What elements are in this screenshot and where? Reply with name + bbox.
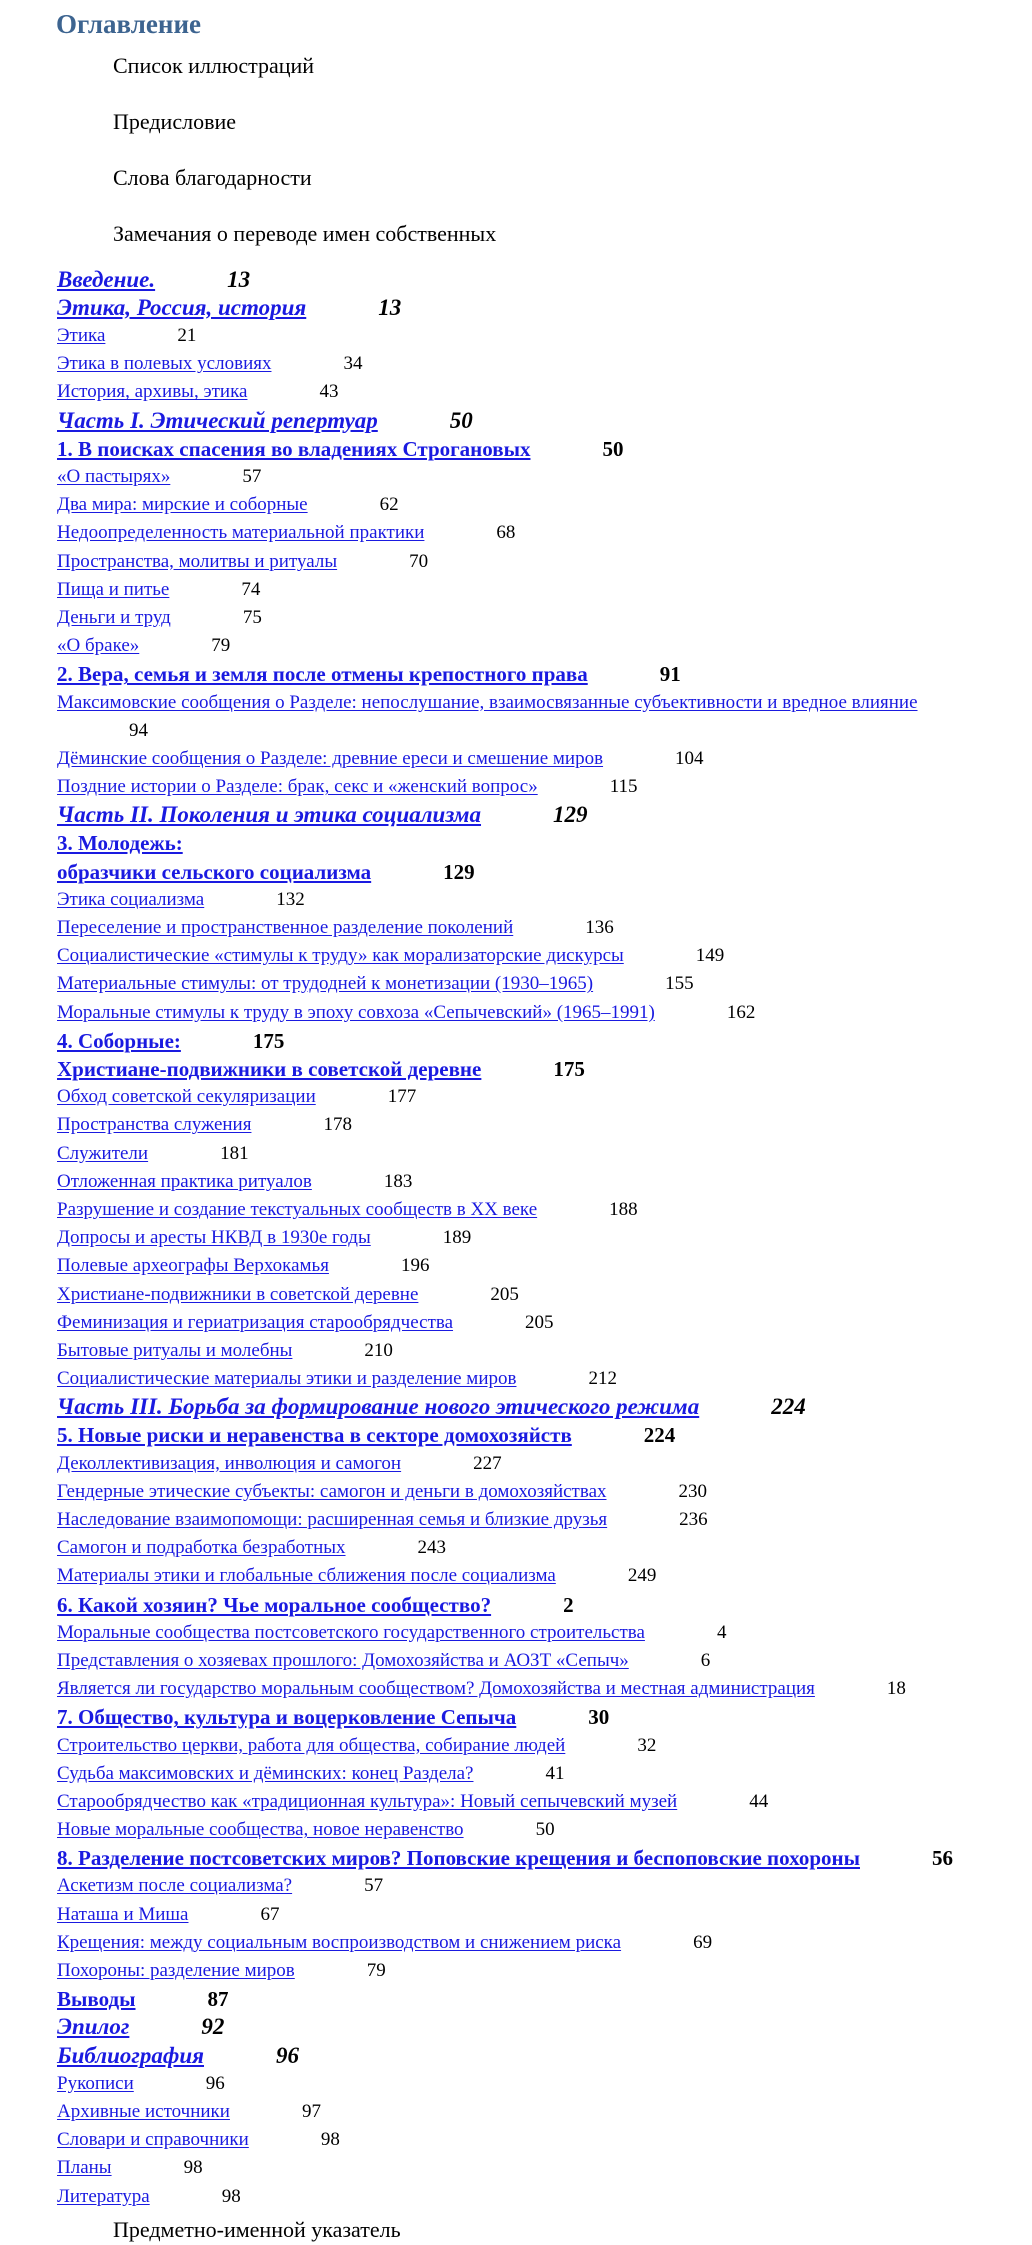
toc-entry [57,1703,1032,1731]
toc-page-number: 249 [627,1565,657,1587]
toc-entry [57,632,1032,660]
toc-page-number: 129 [443,859,475,884]
toc-page-number: 183 [383,1170,413,1192]
toc-entry [57,1309,1032,1337]
toc-entry-link[interactable]: Социалистические материалы этики и разделение миров [57,1368,517,1390]
toc-page-number: 175 [252,1028,285,1053]
toc-page-number: 210 [364,1339,393,1361]
toc-entry [57,1591,1032,1619]
toc-entry-link[interactable]: Пространства служения [57,1114,252,1136]
toc-entry-link[interactable]: Полевые археографы Верхокамья [57,1255,329,1277]
toc-page-number: 236 [679,1509,708,1530]
front-matter [57,38,1032,262]
toc-page-number: 96 [205,2072,225,2094]
toc-entry-link[interactable]: Христиане-подвижники в советской деревне [57,1283,419,1305]
toc-entry-link[interactable]: 6. Какой хозяин? Чье моральное сообщество? [57,1592,492,1617]
toc-page-number: 181 [220,1142,249,1164]
toc-entry-link[interactable]: Моральные стимулы к труду в эпоху совхоза «Сепычевский» (1965–1991) [57,1001,655,1023]
toc-entry-link[interactable]: Наследование взаимопомощи: расширенная семья и близкие друзья [57,1509,608,1530]
toc-entry-link[interactable]: Рукописи [57,2072,134,2094]
toc-entry [57,1393,1032,1421]
toc-page-number: 34 [343,353,363,375]
toc-page-number: 56 [932,1846,953,1871]
toc-page-number: 41 [545,1762,565,1784]
toc-entry-link[interactable]: 7. Общество, культура и воцерковление Сепыча [57,1705,517,1730]
toc-entry [57,2098,1032,2126]
toc-entry-link[interactable]: Деколлективизация, инволюция и самогон [57,1452,402,1474]
toc-page-number: 13 [378,294,402,320]
toc-entry-link[interactable]: Служители [57,1142,149,1164]
toc-entry [57,1224,1032,1252]
toc-entry-link[interactable]: Аскетизм после социализма? [57,1875,293,1897]
toc-entry-link[interactable]: Словари и справочники [57,2129,249,2151]
toc-page-number: 98 [221,2185,241,2207]
toc-entry-link[interactable]: Этика [57,325,106,347]
toc-entry-link[interactable]: Библиография [57,2042,204,2068]
toc-entry-link[interactable]: Допросы и аресты НКВД в 1930е годы [57,1227,371,1249]
toc-page-number: 30 [588,1705,610,1730]
toc-page-number: 162 [726,1001,756,1023]
toc-entry [57,1281,1032,1309]
toc-page-number: 96 [276,2042,299,2068]
toc-entry [57,1872,1032,1900]
toc-entry [57,407,1032,435]
toc-page-number: 104 [675,747,704,769]
toc-page-number: 50 [602,436,624,461]
toc-page-number: 205 [490,1283,519,1305]
toc-entry-link[interactable]: Этика, Россия, история [57,294,307,320]
toc-page-number: 224 [643,1423,676,1448]
toc-entry-link[interactable]: Является ли государство моральным сообществом? Домохозяйства и местная администрация [57,1678,815,1700]
toc-page-number: 129 [553,802,588,828]
front-matter-item: Список иллюстраций [113,52,315,78]
toc-entry-link[interactable]: Феминизация и гериатризация старообрядчества [57,1311,454,1333]
toc-page-number: 67 [260,1903,280,1925]
toc-entry-link[interactable]: Самогон и подработка безработных [57,1537,346,1559]
toc-entry-link[interactable]: Часть I. Этический репертуар [57,407,378,433]
toc-entry [57,1675,1032,1703]
toc-entry [57,689,957,745]
toc-entry [57,1252,1032,1280]
toc-page-number: 79 [366,1960,386,1981]
toc-page-number: 189 [442,1227,472,1249]
toc-page-number: 91 [659,662,681,687]
toc-page-number: 32 [637,1734,657,1756]
toc-entry-link[interactable]: Этика в полевых условиях [57,353,272,375]
toc-entry-link[interactable]: Бытовые ритуалы и молебны [57,1339,293,1361]
toc-entry [57,1365,1032,1393]
toc-page-number: 227 [473,1452,502,1474]
toc-entry [57,1140,1032,1168]
toc-page-number: 57 [364,1875,384,1897]
toc-entry-link[interactable]: 8. Разделение постсоветских миров? Поповские крещения и беспоповские похороны [57,1846,860,1871]
toc-page-number: 177 [387,1086,417,1108]
toc-entry-link[interactable]: «О пастырях» [57,466,171,487]
toc-entry-link[interactable]: Выводы [57,1987,136,2012]
toc-list [57,266,1032,2211]
toc-entry [57,1732,1032,1760]
toc-entry [57,1929,1032,1957]
toc-page-number: 205 [525,1311,554,1333]
toc-page-number: 92 [201,2014,225,2040]
toc-entry [57,378,1032,406]
toc-page-number: 70 [409,550,429,572]
toc-page-number: 188 [609,1198,638,1220]
toc-entry [57,519,1032,547]
toc-entry-link[interactable]: Строительство церкви, работа для общества, собирание людей [57,1734,566,1756]
toc-page-number: 178 [323,1114,352,1136]
toc-entry-link[interactable]: Материальные стимулы: от трудодней к монетизации (1930–1965) [57,973,594,995]
toc-entry [57,1506,1032,1534]
toc-page-number: 18 [886,1678,906,1700]
toc-entry-link[interactable]: Дёминские сообщения о Разделе: древние ереси и смешение миров [57,747,604,769]
toc-entry-link[interactable]: Переселение и пространственное разделение поколений [57,917,514,939]
toc-entry [57,999,1032,1027]
toc-entry [57,1957,1032,1985]
toc-entry [57,773,1032,801]
toc-page-number: 50 [449,407,473,433]
toc-entry [57,548,1032,576]
toc-page-number: 75 [242,606,262,628]
toc-page-number: 13 [227,266,251,292]
toc-entry-link[interactable]: Литература [57,2185,150,2207]
toc-entry [57,2013,1032,2041]
toc-entry [57,914,1032,942]
toc-page-number: 243 [417,1537,447,1559]
toc-page-number: 21 [177,325,197,347]
toc-entry-link[interactable]: 3. Молодежь: [57,831,183,856]
toc-entry-link[interactable]: Похороны: разделение миров [57,1960,295,1981]
toc-entry-link[interactable]: Архивные источники [57,2100,230,2122]
toc-page-number: 175 [553,1057,585,1081]
toc-entry-link[interactable]: Крещения: между социальным воспроизводством и снижением риска [57,1931,622,1953]
toc-page-number: 155 [665,973,694,995]
toc-entry-link[interactable]: Моральные сообщества постсоветского государственного строительства [57,1621,645,1643]
toc-page-number: 50 [535,1819,555,1841]
toc-entry [57,491,1032,519]
front-matter-item: Предисловие [113,108,236,134]
toc-entry [57,660,1032,688]
toc-page-number: 97 [301,2100,321,2122]
toc-page-number: 62 [379,494,399,516]
toc-entry-link[interactable]: Отложенная практика ритуалов [57,1170,312,1192]
toc-entry [57,1760,1032,1788]
toc-page-number: 79 [211,635,231,657]
toc-entry [57,1647,1032,1675]
toc-entry [57,1816,1032,1844]
toc-entry [57,350,1032,378]
toc-entry [57,2126,1032,2154]
toc-entry [57,463,1032,491]
front-matter-item: Замечания о переводе имен собственных [113,220,497,246]
toc-entry [57,801,1032,829]
toc-entry [57,1337,1032,1365]
toc-entry-link[interactable]: Деньги и труд [57,606,171,628]
toc-page-number: 196 [400,1255,430,1277]
toc-entry-link[interactable]: Недоопределенность материальной практики [57,522,425,544]
toc-entry [57,2183,1032,2211]
toc-entry [57,435,1032,463]
toc-page-number: 4 [716,1621,727,1643]
toc-entry-link[interactable]: Разрушение и создание текстуальных сообществ в XX веке [57,1198,538,1220]
toc-entry-link[interactable]: Часть III. Борьба за формирование нового этического режима [57,1394,700,1420]
toc-page-number: 57 [242,466,262,487]
toc-entry-link[interactable]: Обход советской секуляризации [57,1086,316,1108]
back-matter-item: Предметно-именной указатель [113,2216,401,2242]
toc-page-number: 87 [207,1987,229,2012]
toc-entry [57,322,1032,350]
toc-entry-link[interactable]: Этика социализма [57,888,205,910]
toc-entry [57,942,1032,970]
toc-entry-link[interactable]: Христиане-подвижники в советской деревне [57,1057,482,1081]
back-matter [57,2215,1032,2245]
toc-entry-link[interactable]: 2. Вера, семья и земля после отмены крепостного права [57,662,588,687]
toc-entry [57,970,1032,998]
toc-entry [57,1844,1032,1872]
toc-entry-link[interactable]: Часть II. Поколения и этика социализма [57,802,482,828]
toc-page-number: 132 [276,888,305,910]
front-matter-item: Слова благодарности [113,164,312,190]
toc-entry [57,1985,1032,2013]
toc-entry [57,604,1032,632]
toc-entry [57,1168,1032,1196]
toc-entry-link[interactable]: Наташа и Миша [57,1903,189,1925]
toc-entry-link[interactable]: Пространства, молитвы и ритуалы [57,550,338,572]
toc-entry [57,1619,1032,1647]
toc-entry-link[interactable]: «О браке» [57,635,140,657]
toc-page-number: 43 [319,381,339,403]
toc-entry-link[interactable]: История, архивы, этика [57,381,248,403]
toc-page-number: 74 [241,578,261,600]
toc-entry-link[interactable]: Максимовские сообщения о Разделе: непослушание, взаимосвязанные субъективности и вредное влияние [57,691,918,713]
toc-entry-link[interactable]: 5. Новые риски и неравенства в секторе домохозяйств [57,1423,572,1448]
toc-page-number: 98 [183,2157,203,2179]
toc-page-number: 6 [700,1649,711,1671]
toc-entry [57,576,1032,604]
toc-page-number: 2 [563,1592,574,1617]
toc-entry [57,1478,1032,1506]
toc-entry-link[interactable]: Новые моральные сообщества, новое неравенство [57,1819,464,1841]
toc-entry [57,1534,1032,1562]
toc-entry [57,1083,1032,1111]
toc-page-number: 69 [693,1931,713,1953]
toc-entry-link[interactable]: Старообрядчество как «традиционная культура»: Новый сепычевский музей [57,1790,678,1812]
toc-entry [57,1421,1032,1449]
toc-entry-link[interactable]: Два мира: мирские и соборные [57,494,308,516]
toc-page-number: 44 [749,1790,769,1812]
toc-entry-link[interactable]: Материалы этики и глобальные сближения после социализма [57,1565,556,1587]
toc-entry [57,745,1032,773]
toc-entry-link[interactable]: Социалистические «стимулы к труду» как морализаторские дискурсы [57,945,624,967]
toc-page-number: 136 [585,917,614,939]
toc-entry-link[interactable]: Планы [57,2157,112,2179]
toc-entry [57,1111,1032,1139]
toc-entry [57,2070,1032,2098]
toc-entry [57,2154,1032,2182]
toc-page-number: 98 [320,2129,340,2151]
toc-entry [57,886,1032,914]
toc-page-number: 115 [609,776,638,798]
toc-page-number: 68 [496,522,516,544]
toc-page-number: 149 [695,945,725,967]
toc-entry [57,1450,1032,1478]
toc-entry-link[interactable]: образчики сельского социализма [57,859,372,884]
toc-entry [57,294,1032,322]
toc-page-number: 212 [588,1368,617,1390]
toc-entry [57,1562,1032,1590]
toc-entry-link[interactable]: Судьба максимовских и дёминских: конец Раздела? [57,1762,474,1784]
toc-page-number: 224 [771,1394,806,1420]
toc-entry-link[interactable]: Поздние истории о Разделе: брак, секс и «женский вопрос» [57,776,538,798]
toc-entry-link[interactable]: Эпилог [57,2014,130,2040]
toc-entry-link[interactable]: 1. В поисках спасения во владениях Строгановых [57,436,531,461]
toc-entry-link[interactable]: Пища и питье [57,578,170,600]
toc-entry-link[interactable]: Гендерные этические субъекты: самогон и деньги в домохозяйствах [57,1480,607,1502]
toc-page-number: 94 [129,719,148,741]
toc-entry [57,266,1032,294]
toc-entry [57,1901,1032,1929]
toc-entry [57,1196,1032,1224]
toc-entry-link[interactable]: Введение. [57,266,156,292]
toc-entry-link[interactable]: 4. Соборные: [57,1028,181,1053]
toc-entry [57,1788,1032,1816]
toc-page-number: 230 [678,1480,707,1502]
toc-entry [57,1027,1032,1055]
toc-entry [57,2042,1032,2070]
toc-entry-link[interactable]: Представления о хозяевах прошлого: Домохозяйства и АОЗТ «Сепыч» [57,1649,629,1671]
toc-title: Оглавление [56,9,201,39]
toc-entry [57,829,1032,885]
toc-entry [57,1055,1032,1083]
